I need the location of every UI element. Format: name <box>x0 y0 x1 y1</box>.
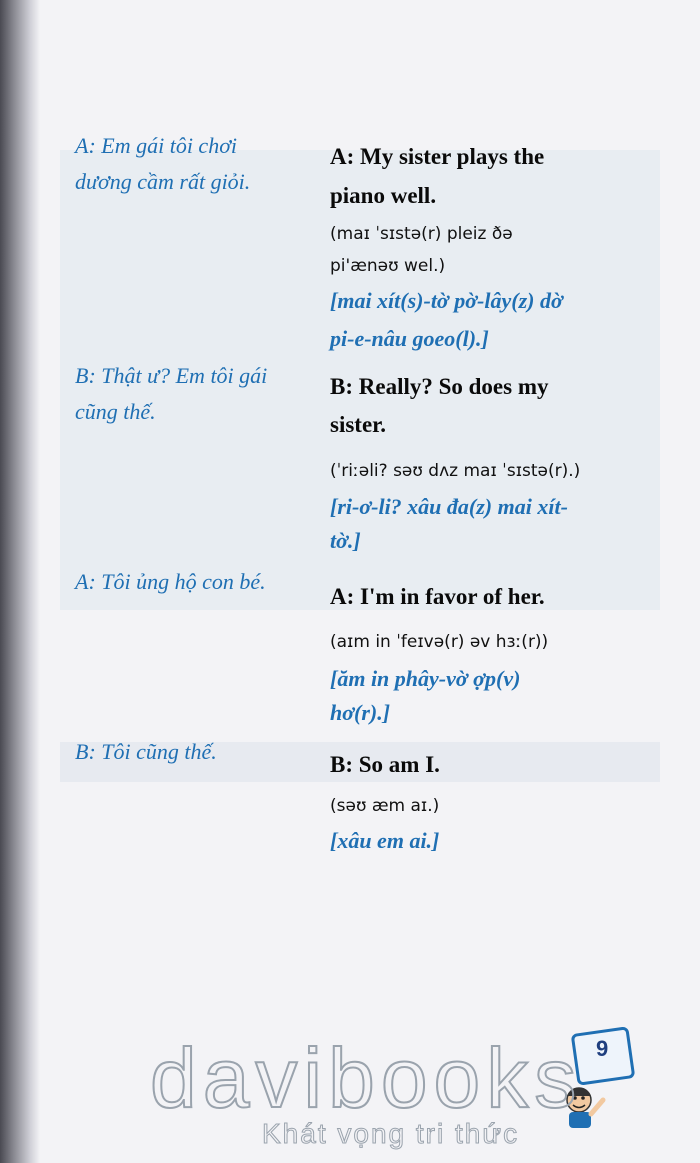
dialogue-4-ipa-line-1: (səʊ æm aɪ.) <box>330 796 440 816</box>
dialogue-2-ipa-line-1: (ˈriːəli? səʊ dʌz maɪ ˈsɪstə(r).) <box>330 461 581 481</box>
dialogue-4-english-line-1: B: So am I. <box>330 752 440 777</box>
dialogue-3-english-line-1: A: I'm in favor of her. <box>330 584 545 609</box>
dialogue-3-vietnamese-line-1: A: Tôi ủng hộ con bé. <box>75 569 266 594</box>
dialogue-2-vietnamese-line-1: B: Thật ư? Em tôi gái <box>75 363 268 388</box>
watermark-tagline: Khát vọng tri thức <box>262 1118 520 1149</box>
dialogue-2-pronunciation-line-1: [ri-ơ-li? xâu đa(z) mai xít- <box>330 494 568 519</box>
page-number: 9 <box>596 1036 609 1061</box>
dialogue-4-vietnamese-line-1: B: Tôi cũng thế. <box>75 739 217 764</box>
dialogue-3-ipa-line-1: (aɪm in ˈfeɪvə(r) əv hɜː(r)) <box>330 632 549 652</box>
dialogue-1-pronunciation-line-1: [mai xít(s)-tờ pờ-lây(z) dờ <box>330 288 563 313</box>
dialogue-2-english-line-2: sister. <box>330 412 387 437</box>
book-spine-shadow <box>0 0 40 1163</box>
dialogue-4-pronunciation-line-1: [xâu em ai.] <box>330 828 440 853</box>
dialogue-1-ipa-line-1: (maɪ ˈsɪstə(r) pleiz ðə <box>330 224 513 244</box>
watermark-brand: davibooks <box>150 1031 583 1125</box>
dialogue-3-pronunciation-line-2: hơ(r).] <box>330 700 391 725</box>
dialogue-2-pronunciation-line-2: tờ.] <box>330 528 361 553</box>
dialogue-2-vietnamese-line-2: cũng thế. <box>75 399 156 424</box>
dialogue-1-english-line-1: A: My sister plays the <box>330 144 545 169</box>
dialogue-1-ipa-line-2: pi'ænəʊ wel.) <box>330 256 446 276</box>
dialogue-1-vietnamese-line-1: A: Em gái tôi chơi <box>75 133 238 158</box>
dialogue-1-vietnamese-line-2: dương cầm rất giỏi. <box>75 169 251 194</box>
dialogue-1-pronunciation-line-2: pi-e-nâu goeo(l).] <box>330 326 489 351</box>
dialogue-1-english-line-2: piano well. <box>330 183 437 208</box>
dialogue-3-pronunciation-line-1: [ăm in phây-vờ ợp(v) <box>330 666 521 691</box>
dialogue-2-english-line-1: B: Really? So does my <box>330 374 549 399</box>
